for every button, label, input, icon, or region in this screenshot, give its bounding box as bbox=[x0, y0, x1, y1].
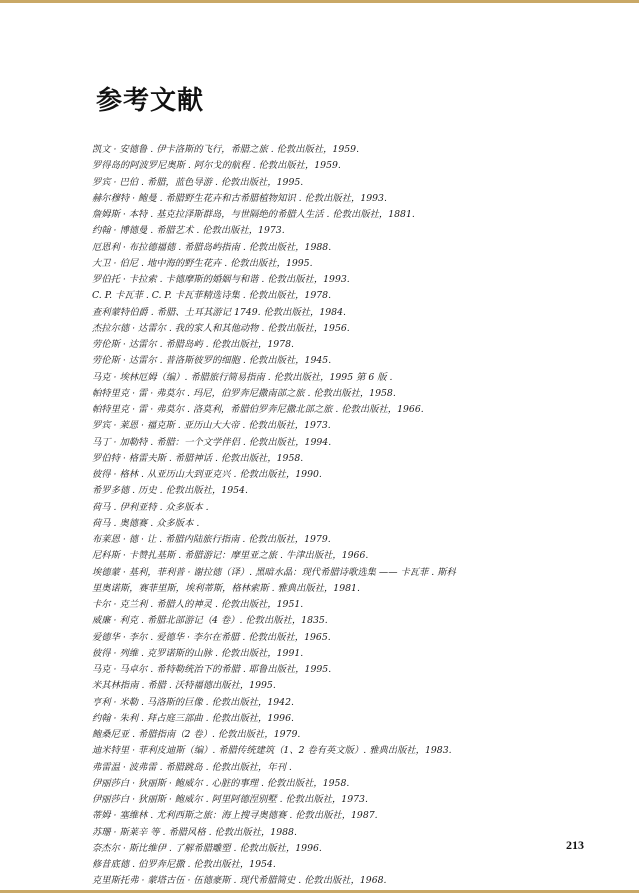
reference-entry: 苏珊 · 斯莱辛 等 . 希腊风格 . 伦敦出版社，1988. bbox=[92, 826, 297, 838]
reference-entry: 厄恩利 · 布拉德福德 . 希腊岛屿指南 . 伦敦出版社，1988. bbox=[92, 241, 332, 253]
reference-entry: 马丁 · 加勒特 . 希腊：一个文学伴侣 . 伦敦出版社，1994. bbox=[92, 436, 332, 448]
reference-entry: 里奥诺斯，赛菲里斯，埃利蒂斯，格林索斯 . 雅典出版社，1981. bbox=[92, 582, 360, 594]
page-number: 213 bbox=[566, 838, 584, 852]
reference-entry: 奈杰尔 · 斯比维伊 . 了解希腊雕塑 . 伦敦出版社，1996. bbox=[92, 842, 322, 854]
reference-entry: 希罗多德 . 历史 . 伦敦出版社，1954. bbox=[92, 485, 248, 497]
reference-list bbox=[92, 142, 592, 890]
reference-entry: 埃德蒙 · 基利，菲利普 · 谢拉德（译）. 黑暗水晶：现代希腊诗歌选集 —— 卡瓦菲 . 斯科 bbox=[92, 566, 456, 578]
reference-entry: 大卫 · 伯尼 . 地中海的野生花卉 . 伦敦出版社，1995. bbox=[92, 257, 313, 269]
reference-entry: 荷马 . 奥德赛 . 众多版本 . bbox=[92, 517, 200, 529]
reference-entry: 克里斯托弗 · 蒙塔古伍 · 伍德豪斯 . 现代希腊简史 . 伦敦出版社，1968. bbox=[92, 875, 387, 887]
reference-entry: 罗伯特 · 格雷夫斯 . 希腊神话 . 伦敦出版社，1958. bbox=[92, 452, 304, 464]
reference-entry: 彼得 · 列维 . 克罗诺斯的山脉 . 伦敦出版社，1991. bbox=[92, 647, 304, 659]
reference-entry: 伊丽莎白 · 狄丽斯 · 鲍威尔 . 心脏的事理 . 伦敦出版社，1958. bbox=[92, 777, 350, 789]
reference-entry: 亨利 · 米勒 . 马洛斯的巨像 . 伦敦出版社，1942. bbox=[92, 696, 294, 708]
reference-entry: 米其林指南 . 希腊 . 沃特福德出版社，1995. bbox=[92, 680, 276, 692]
reference-entry: 查利蒙特伯爵 . 希腊、土耳其游记 1749. 伦敦出版社，1984. bbox=[92, 306, 346, 318]
reference-entry: 罗宾 · 莱恩 · 福克斯 . 亚历山大大帝 . 伦敦出版社，1973. bbox=[92, 420, 331, 432]
reference-entry: 凯文 · 安德鲁 . 伊卡洛斯的飞行，希腊之旅 . 伦敦出版社，1959. bbox=[92, 144, 360, 155]
reference-entry: 罗得岛的阿波罗尼奥斯 . 阿尔戈的航程 . 伦敦出版社，1959. bbox=[92, 160, 341, 172]
reference-entry: 迪米特里 · 菲利皮迪斯（编）. 希腊传统建筑（1、2 卷有英文版）. 雅典出版社，1983. bbox=[92, 745, 452, 757]
top-border-rule bbox=[0, 0, 639, 3]
reference-entry: 劳伦斯 · 达雷尔 . 普洛斯彼罗的细胞 . 伦敦出版社，1945. bbox=[92, 355, 332, 367]
reference-entry: C. P. 卡瓦菲 . C. P. 卡瓦菲精选诗集 . 伦敦出版社，1978. bbox=[92, 290, 332, 302]
reference-entry: 布莱恩 · 德 · 让 . 希腊内陆旅行指南 . 伦敦出版社，1979. bbox=[92, 534, 331, 545]
reference-entry: 帕特里克 · 雷 · 弗莫尔 . 玛尼，伯罗奔尼撒南部之旅 . 伦敦出版社，1958. bbox=[92, 387, 396, 399]
page-title: 参考文献 bbox=[96, 86, 205, 116]
reference-entry: 詹姆斯 · 本特 . 基克拉泽斯群岛，与世隔绝的希腊人生活 . 伦敦出版社，1881. bbox=[92, 209, 415, 220]
reference-entry: 马克 · 埃林厄姆（编）. 希腊旅行简易指南 . 伦敦出版社，1995 第 6 版 . bbox=[92, 371, 393, 383]
reference-entry: 杰拉尔德 · 达雷尔 . 我的家人和其他动物 . 伦敦出版社，1956. bbox=[92, 322, 350, 334]
reference-entry: 鲍桑尼亚 . 希腊指南（2 卷）. 伦敦出版社，1979. bbox=[92, 729, 301, 740]
reference-entry: 劳伦斯 · 达雷尔 . 希腊岛屿 . 伦敦出版社，1978. bbox=[92, 339, 294, 350]
reference-entry: 约翰 · 朱利 . 拜占庭三部曲 . 伦敦出版社，1996. bbox=[92, 712, 294, 724]
reference-entry: 威廉 · 利克 . 希腊北部游记（4 卷）. 伦敦出版社，1835. bbox=[92, 615, 328, 627]
reference-entry: 约翰 · 博德曼 . 希腊艺术 . 伦敦出版社，1973. bbox=[92, 225, 285, 237]
reference-entry: 蒂姆 · 塞维林 . 尤利西斯之旅：海上搜寻奥德赛 . 伦敦出版社，1987. bbox=[92, 810, 378, 822]
reference-entry: 赫尔穆特 · 鲍曼 . 希腊野生花卉和古希腊植物知识 . 伦敦出版社，1993. bbox=[92, 192, 387, 204]
reference-entry: 爱德华 · 李尔 . 爱德华 · 李尔在希腊 . 伦敦出版社，1965. bbox=[92, 631, 331, 643]
reference-entry: 修昔底德 . 伯罗奔尼撒 . 伦敦出版社，1954. bbox=[92, 859, 276, 870]
reference-entry: 帕特里克 · 雷 · 弗莫尔 . 洛莫利，希腊伯罗奔尼撒北部之旅 . 伦敦出版社，1966. bbox=[92, 404, 424, 415]
reference-entry: 弗雷温 · 波弗雷 . 希腊跳岛 . 伦敦出版社，年刊 . bbox=[92, 761, 292, 773]
reference-entry: 伊丽莎白 · 狄丽斯 · 鲍威尔 . 阿里阿德涅别墅 . 伦敦出版社，1973. bbox=[92, 794, 368, 805]
reference-entry: 罗宾 · 巴伯 . 希腊，蓝色导游 . 伦敦出版社，1995. bbox=[92, 176, 304, 188]
reference-entry: 卡尔 · 克兰利 . 希腊人的神灵 . 伦敦出版社，1951. bbox=[92, 599, 304, 610]
reference-entry: 罗伯托 · 卡拉索 . 卡德摩斯的婚姻与和谐 . 伦敦出版社，1993. bbox=[92, 274, 350, 285]
reference-entry: 马克 · 马卓尔 . 希特勒统治下的希腊 . 耶鲁出版社，1995. bbox=[92, 664, 332, 675]
reference-entry: 荷马 . 伊利亚特 . 众多版本 . bbox=[92, 501, 209, 513]
reference-entry: 尼科斯 · 卡赞扎基斯 . 希腊游记：摩里亚之旅 . 牛津出版社，1966. bbox=[92, 550, 369, 562]
reference-entry: 彼得 · 格林 . 从亚历山大到亚克兴 . 伦敦出版社，1990. bbox=[92, 469, 322, 480]
